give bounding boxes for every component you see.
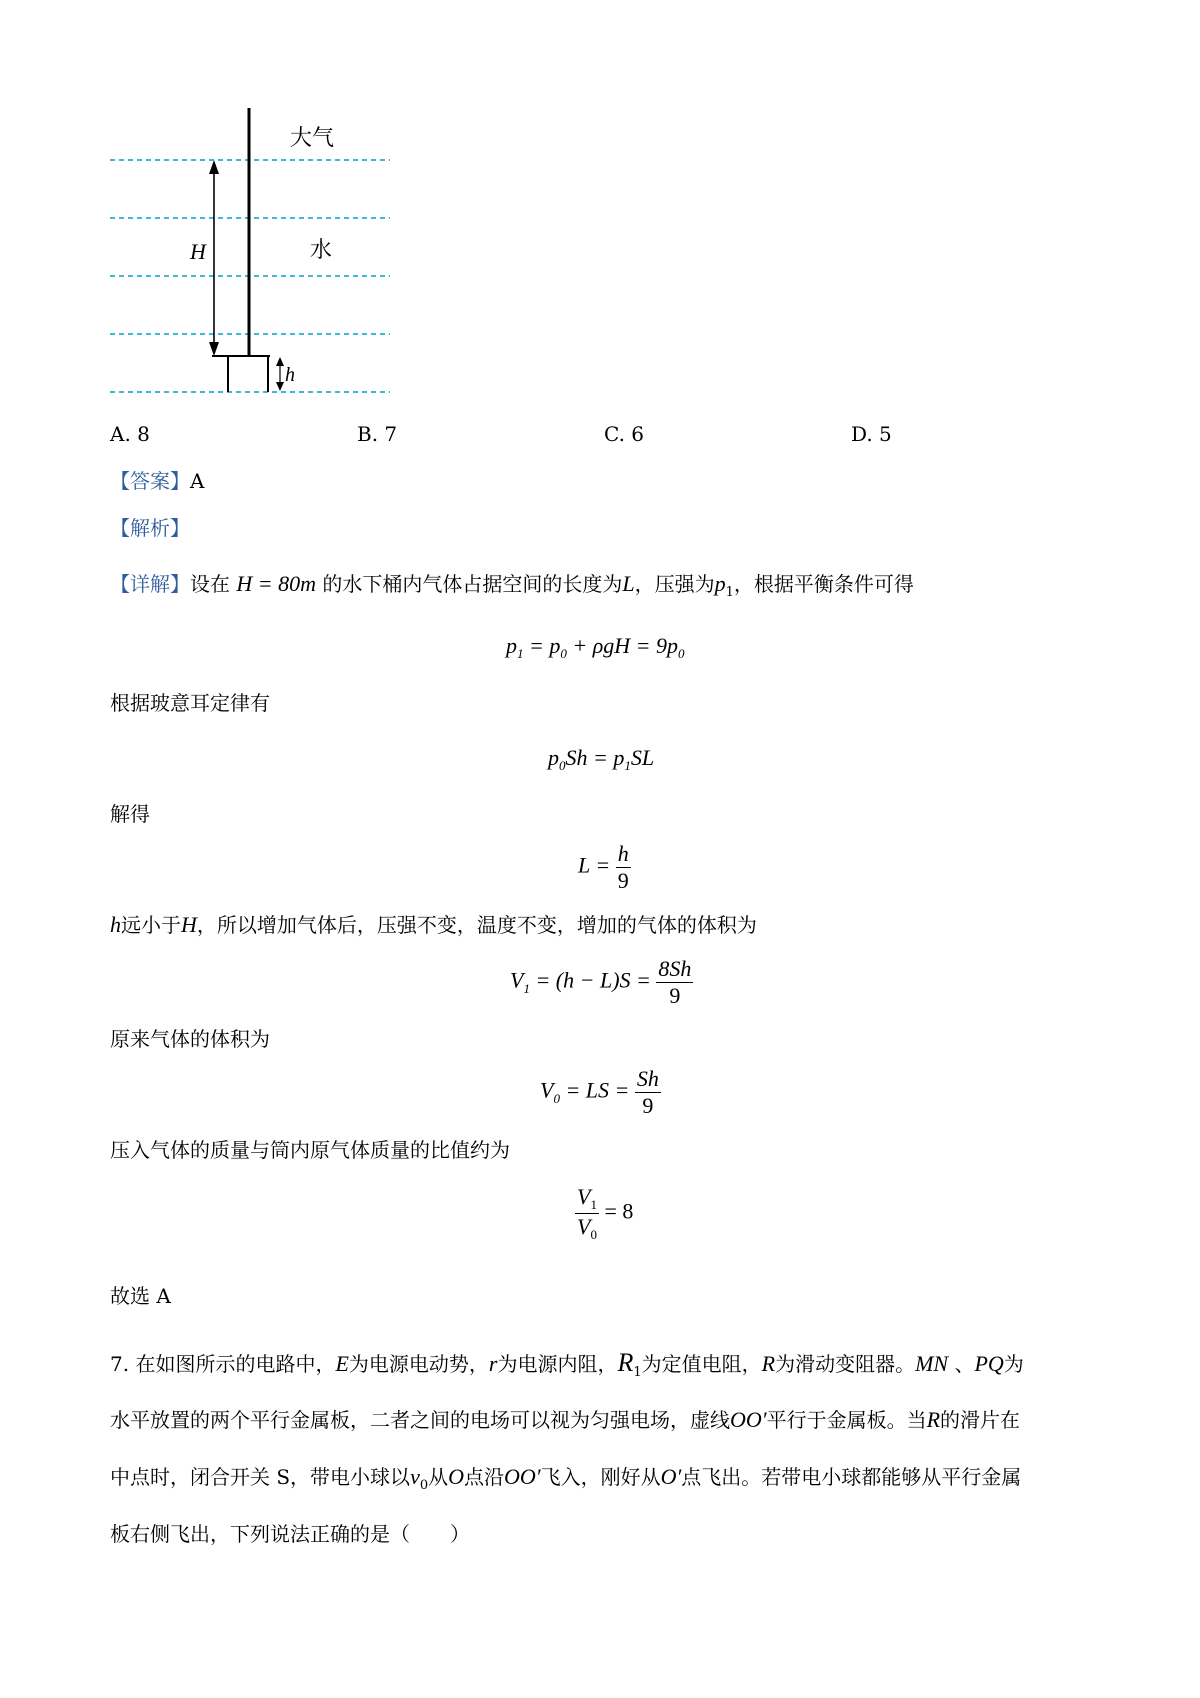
q7-text: 为电源电动势， [348, 1352, 489, 1376]
eq5-v: V [540, 1077, 554, 1103]
q7-text: 的滑片在 [940, 1408, 1021, 1432]
atmosphere-label: 大气 [290, 125, 335, 150]
var-OO: OO′ [730, 1407, 767, 1432]
eq4-sub1: 1 [523, 980, 530, 996]
explain-line [110, 911, 757, 939]
eq3-den: 9 [617, 868, 629, 893]
eq4-v: V [510, 967, 524, 993]
q7-text: 平行于金属板。当 [766, 1408, 927, 1432]
answer-label: 【答案】 [110, 469, 190, 493]
eq2-sl: SL [630, 745, 655, 770]
h-equals: H = 80m [236, 571, 316, 596]
var-O: O [448, 1464, 464, 1489]
eq6-num-v: V [577, 1184, 591, 1209]
var-OO: OO′ [504, 1464, 541, 1489]
q7-text: 中点时，闭合开关 S，带电小球以 [110, 1465, 411, 1489]
eq2-sub0: 0 [559, 758, 566, 773]
answer-value: A [190, 469, 205, 493]
H-label: H [190, 239, 206, 264]
water-label: 水 [310, 237, 333, 262]
detail-text-1: 设在 [190, 572, 230, 596]
var-R1: R [617, 1348, 634, 1377]
q7-text: 为定值电阻， [641, 1352, 762, 1376]
bucket [212, 356, 270, 392]
q7-text: 为电源内阻， [497, 1352, 618, 1376]
orig-text: 原来气体的体积为 [110, 1027, 270, 1051]
eq6-rhs: = 8 [604, 1198, 634, 1224]
eq4-mid: = (h − L)S = [529, 967, 651, 993]
eq6-num-sub: 1 [590, 1197, 597, 1212]
eq3-num: h [617, 841, 629, 866]
solve-text: 解得 [110, 802, 150, 826]
eq5-mid: = LS = [559, 1077, 630, 1103]
eq1-mid: = p [523, 633, 561, 658]
equation-ratio [575, 1184, 633, 1243]
var-PQ: PQ [974, 1351, 1004, 1376]
q7-text: 为 [1003, 1352, 1024, 1376]
q7-text: 7. 在如图所示的电路中， [110, 1352, 336, 1376]
explain-text-2: ，所以增加气体后，压强不变，温度不变，增加的气体的体积为 [196, 913, 757, 937]
pressure-figure [0, 0, 420, 410]
option-a: A. 8 [110, 422, 150, 446]
eq3-fraction [616, 841, 631, 894]
q7-text: 点飞出。若带电小球都能够从平行金属 [681, 1465, 1022, 1489]
eq2-sub1: 1 [624, 758, 631, 773]
explain-H: H [181, 912, 197, 937]
q7-text: 从 [428, 1465, 449, 1489]
eq1-sub0b: 0 [678, 646, 685, 661]
eq5-fraction [635, 1066, 661, 1119]
analysis-label: 【解析】 [110, 516, 190, 540]
detail-line [110, 570, 914, 602]
detail-label: 【详解】 [110, 572, 190, 596]
ratio-text: 压入气体的质量与筒内原气体质量的比值约为 [110, 1138, 510, 1162]
eq2-p: p [548, 745, 559, 770]
answer-line [110, 467, 204, 495]
h-arrow [276, 357, 284, 391]
eq4-den: 9 [669, 983, 681, 1008]
q7-text: 水平放置的两个平行金属板，二者之间的电场可以视为匀强电场，虚线 [110, 1408, 730, 1432]
option-b: B. 7 [357, 422, 398, 446]
q7-text: 、 [948, 1352, 975, 1376]
eq1-sub1: 1 [517, 646, 524, 661]
var-p: p [714, 571, 726, 596]
eq1-rest: + ρgH = 9p [566, 633, 678, 658]
H-arrow [209, 160, 219, 356]
eq1-sub0: 0 [560, 646, 567, 661]
var-R: R [761, 1351, 776, 1376]
q7-line-2 [110, 1392, 1020, 1448]
choose-text: 故选 A [110, 1284, 171, 1308]
eq6-den-v: V [577, 1214, 591, 1239]
eq5-den: 9 [642, 1093, 654, 1118]
q7-line-4: 板右侧飞出，下列说法正确的是（ ） [110, 1522, 470, 1546]
var-R1-sub: 1 [633, 1365, 642, 1380]
equation-pressure [506, 633, 685, 659]
eq6-den-sub: 0 [590, 1227, 597, 1242]
explain-text-1: 远小于 [121, 913, 181, 937]
eq2-sh: Sh = p [565, 745, 625, 770]
var-v-sub: 0 [419, 1478, 429, 1493]
eq4-fraction [656, 956, 693, 1009]
detail-text-4: ，根据平衡条件可得 [733, 572, 914, 596]
eq1-p: p [506, 633, 517, 658]
eq6-fraction [575, 1184, 599, 1243]
var-v: v [410, 1464, 420, 1489]
eq5-sub0: 0 [553, 1090, 560, 1106]
option-d: D. 5 [851, 422, 892, 446]
detail-text-3: ，压强为 [634, 572, 715, 596]
explain-h: h [110, 912, 121, 937]
sub-1: 1 [725, 585, 734, 600]
var-O-prime: O′ [660, 1464, 682, 1489]
var-L: L [622, 571, 635, 596]
eq3-lhs: L = [578, 852, 611, 878]
eq4-num: 8Sh [658, 956, 692, 981]
equation-V1 [510, 956, 693, 1009]
var-R: R [926, 1407, 941, 1432]
option-c: C. 6 [604, 422, 645, 446]
boyle-text: 根据玻意耳定律有 [110, 691, 270, 715]
q7-line-1 [110, 1335, 1024, 1396]
q7-line-3 [110, 1449, 1021, 1509]
var-r: r [488, 1351, 498, 1376]
q7-text: 飞入，刚好从 [540, 1465, 661, 1489]
detail-text-2: 的水下桶内气体占据空间的长度为 [322, 572, 623, 596]
equation-V0 [540, 1066, 661, 1119]
var-E: E [335, 1351, 349, 1376]
q7-text: 为滑动变阻器。 [775, 1352, 916, 1376]
equation-boyle [548, 745, 654, 771]
var-MN: MN [915, 1351, 949, 1376]
eq5-num: Sh [636, 1066, 659, 1091]
h-label: h [285, 364, 295, 386]
equation-L [578, 841, 631, 894]
q7-text: 点沿 [464, 1465, 504, 1489]
